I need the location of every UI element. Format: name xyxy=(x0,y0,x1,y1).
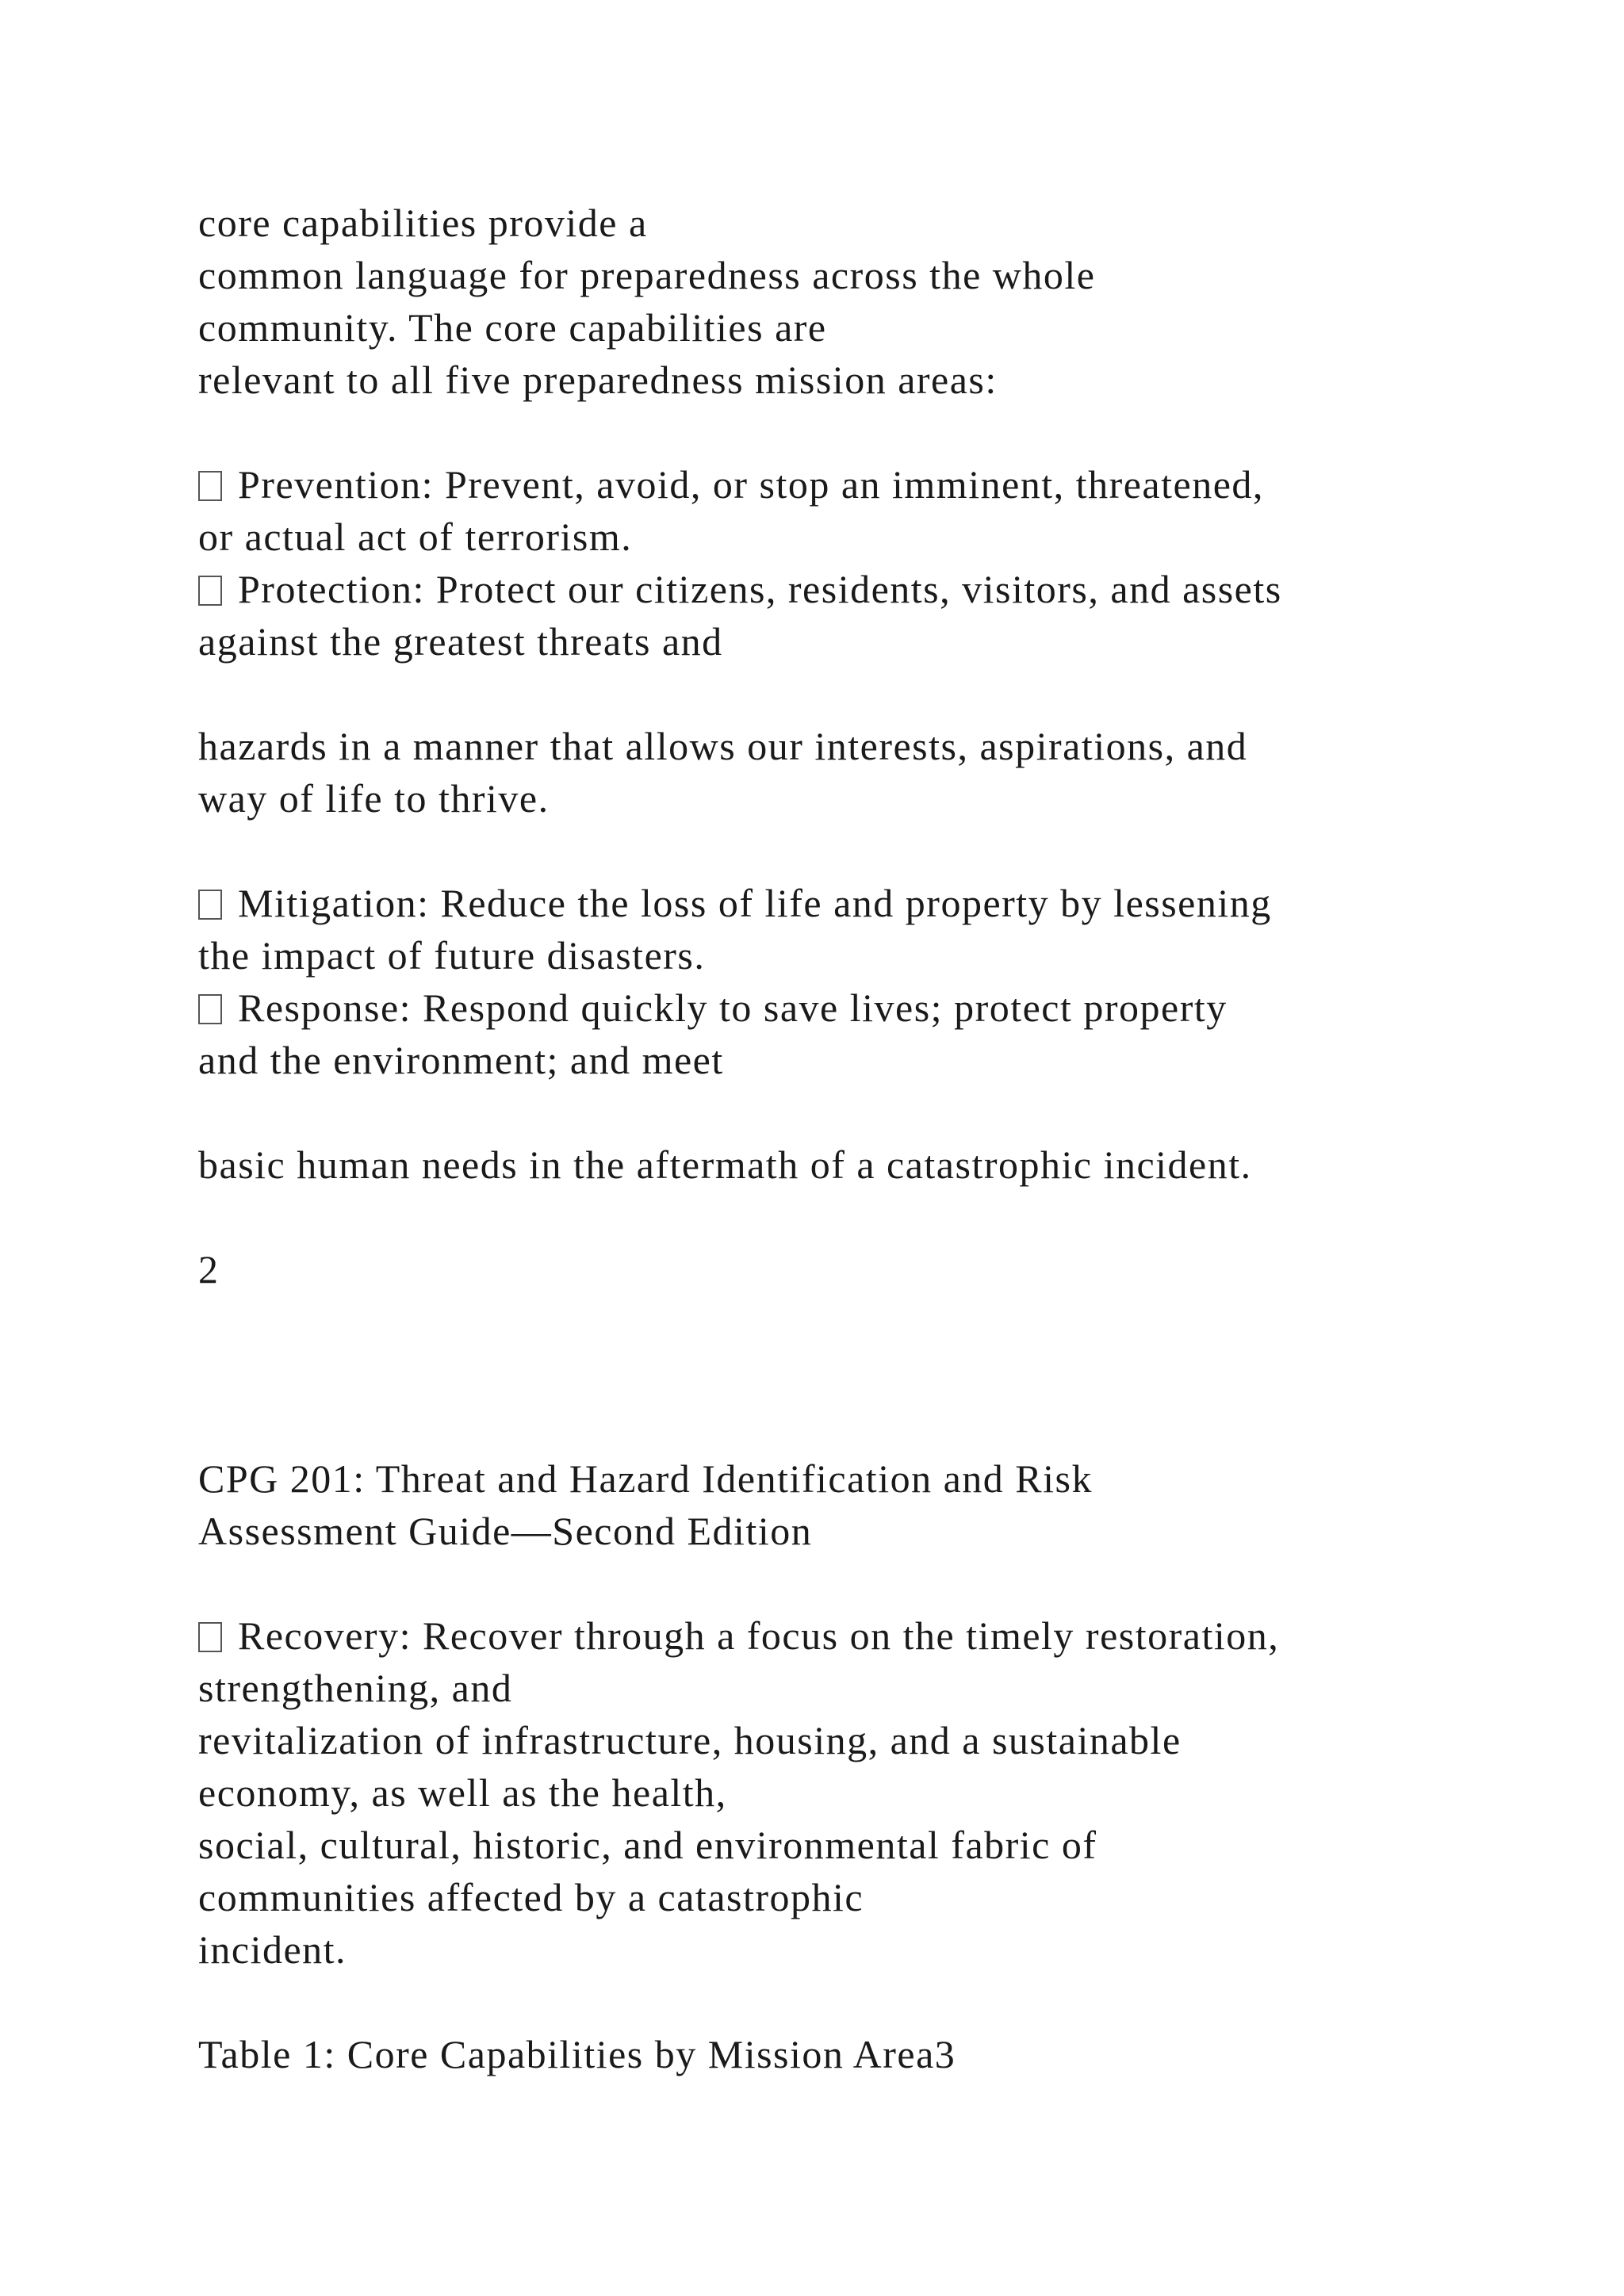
bullet-prevention xyxy=(198,458,1264,511)
bullet-mitigation-line-2: the impact of future disasters. xyxy=(198,933,706,978)
missing-glyph-bullet-icon xyxy=(198,890,222,920)
bullet-response-text: Response: Respond quickly to save lives; protect property xyxy=(238,985,1228,1030)
running-header-line-1: CPG 201: Threat and Hazard Identification and Risk xyxy=(198,1456,1093,1501)
table-caption: Table 1: Core Capabilities by Mission Area3 xyxy=(198,2032,956,2076)
missing-glyph-bullet-icon xyxy=(198,994,222,1024)
bullet-protection-text: Protection: Protect our citizens, residents, visitors, and assets xyxy=(238,567,1282,611)
intro-line-3: community. The core capabilities are xyxy=(198,305,827,350)
intro-line-2: common language for preparedness across the whole xyxy=(198,253,1096,297)
bullet-recovery-line-2: strengthening, and xyxy=(198,1666,513,1710)
protection-continued-line-2: way of life to thrive. xyxy=(198,776,550,821)
missing-glyph-bullet-icon xyxy=(198,471,222,501)
protection-continued-line-1: hazards in a manner that allows our interests, aspirations, and xyxy=(198,724,1248,768)
bullet-recovery xyxy=(198,1609,1279,1662)
bullet-response xyxy=(198,982,1228,1034)
bullet-mitigation xyxy=(198,877,1272,929)
bullet-recovery-line-5: social, cultural, historic, and environmental fabric of xyxy=(198,1823,1097,1867)
bullet-response-line-2: and the environment; and meet xyxy=(198,1038,724,1082)
bullet-prevention-line-2: or actual act of terrorism. xyxy=(198,515,633,559)
bullet-mitigation-text: Mitigation: Reduce the loss of life and property by lessening xyxy=(238,881,1272,925)
bullet-recovery-line-4: economy, as well as the health, xyxy=(198,1770,727,1815)
bullet-recovery-line-6: communities affected by a catastrophic xyxy=(198,1875,864,1919)
missing-glyph-bullet-icon xyxy=(198,1622,222,1652)
missing-glyph-bullet-icon xyxy=(198,576,222,606)
bullet-recovery-line-7: incident. xyxy=(198,1927,347,1972)
bullet-recovery-line-3: revitalization of infrastructure, housing, and a sustainable xyxy=(198,1718,1182,1762)
page-number: 2 xyxy=(198,1247,220,1292)
bullet-recovery-text: Recovery: Recover through a focus on the timely restoration, xyxy=(238,1613,1280,1658)
bullet-prevention-text: Prevention: Prevent, avoid, or stop an imminent, threatened, xyxy=(238,462,1264,507)
running-header-line-2: Assessment Guide—Second Edition xyxy=(198,1509,813,1553)
response-continued: basic human needs in the aftermath of a catastrophic incident. xyxy=(198,1142,1252,1187)
bullet-protection-line-2: against the greatest threats and xyxy=(198,619,723,664)
intro-line-4: relevant to all five preparedness mission areas: xyxy=(198,358,998,402)
bullet-protection xyxy=(198,563,1282,615)
intro-line-1: core capabilities provide a xyxy=(198,201,648,245)
